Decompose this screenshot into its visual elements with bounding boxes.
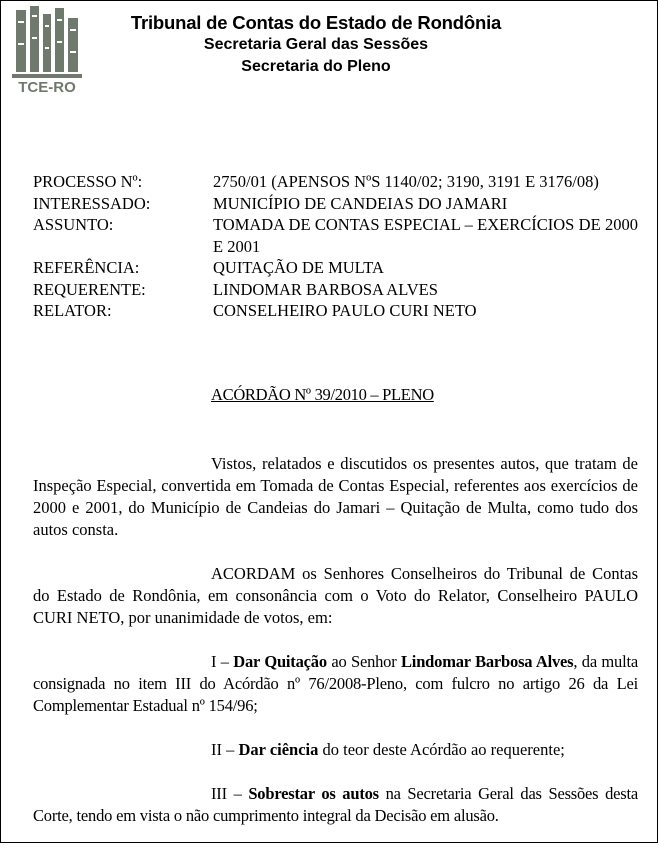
meta-value: QUITAÇÃO DE MULTA <box>213 258 384 277</box>
meta-row <box>33 214 638 257</box>
meta-label: REQUERENTE: <box>33 279 146 299</box>
meta-label: REFERÊNCIA: <box>33 258 140 277</box>
header-line-2: Secretaria Geral das Sessões <box>203 36 429 53</box>
decision-title: ACÓRDÃO Nº 39/2010 – PLENO <box>211 385 434 404</box>
header-line-3: Secretaria do Pleno <box>241 58 391 75</box>
header-line-1: Tribunal de Contas do Estado de Rondônia <box>130 12 502 33</box>
meta-row <box>33 257 638 279</box>
item-1-quitacao <box>33 651 638 717</box>
item-2-ciencia <box>33 739 638 761</box>
meta-value: TOMADA DE CONTAS ESPECIAL – EXERCÍCIOS DE 2000 E 2001 <box>213 215 638 256</box>
meta-row <box>33 300 638 322</box>
item-2-bold-action: Dar ciência <box>238 740 319 759</box>
item-3-sobrestar <box>33 783 638 827</box>
item-1-bold-name: Lindomar Barbosa Alves <box>401 652 574 671</box>
meta-value: MUNICÍPIO DE CANDEIAS DO JAMARI <box>213 193 508 213</box>
meta-row <box>33 171 638 193</box>
item-2-rest: do teor deste Acórdão ao requerente; <box>318 740 565 759</box>
meta-label: ASSUNTO: <box>33 215 114 234</box>
meta-value: LINDOMAR BARBOSA ALVES <box>213 279 438 299</box>
document-header <box>91 11 541 78</box>
meta-row <box>33 193 638 215</box>
meta-row <box>33 279 638 301</box>
process-metadata <box>33 171 638 322</box>
meta-label: INTERESSADO: <box>33 193 151 213</box>
paragraph-acordam: ACORDAM os Senhores Conselheiros do Tribunal de Contas do Estado de Rondônia, em consonância com o Voto do Relator, Conselheiro PAULO CURI NETO, por unanimidade de votos, em: <box>33 564 638 627</box>
decision-body <box>33 453 638 849</box>
meta-value: CONSELHEIRO PAULO CURI NETO <box>213 301 477 320</box>
item-1-bold-action: Dar Quitação <box>233 652 327 671</box>
item-1-prefix: I – <box>211 652 234 671</box>
meta-value: 2750/01 (APENSOS NºS 1140/02; 3190, 3191 E 3176/08) <box>213 172 599 191</box>
logo-text: TCE-RO <box>18 79 76 96</box>
item-2-prefix: II – <box>211 740 239 759</box>
item-1-rest: , da multa consignada no item III do Acórdão nº 76/2008-Pleno, com fulcro no artigo 26 da Lei Complementar Estadual nº 154/96; <box>33 652 638 715</box>
item-3-prefix: III – <box>211 784 249 803</box>
meta-label: PROCESSO Nº: <box>33 172 143 191</box>
item-3-rest: na Secretaria Geral das Sessões desta Corte, tendo em vista o não cumprimento integral da Decisão em alusão. <box>33 784 638 825</box>
item-1-mid: ao Senhor <box>326 652 401 671</box>
item-3-bold-action: Sobrestar os autos <box>248 784 379 803</box>
meta-label: RELATOR: <box>33 301 112 320</box>
paragraph-vistos: Vistos, relatados e discutidos os presentes autos, que tratam de Inspeção Especial, convertida em Tomada de Contas Especial, referentes aos exercícios de 2000 e 2001, do Município de Candeias do Jamari – Quitação de Multa, como tudo dos autos consta. <box>33 454 638 539</box>
